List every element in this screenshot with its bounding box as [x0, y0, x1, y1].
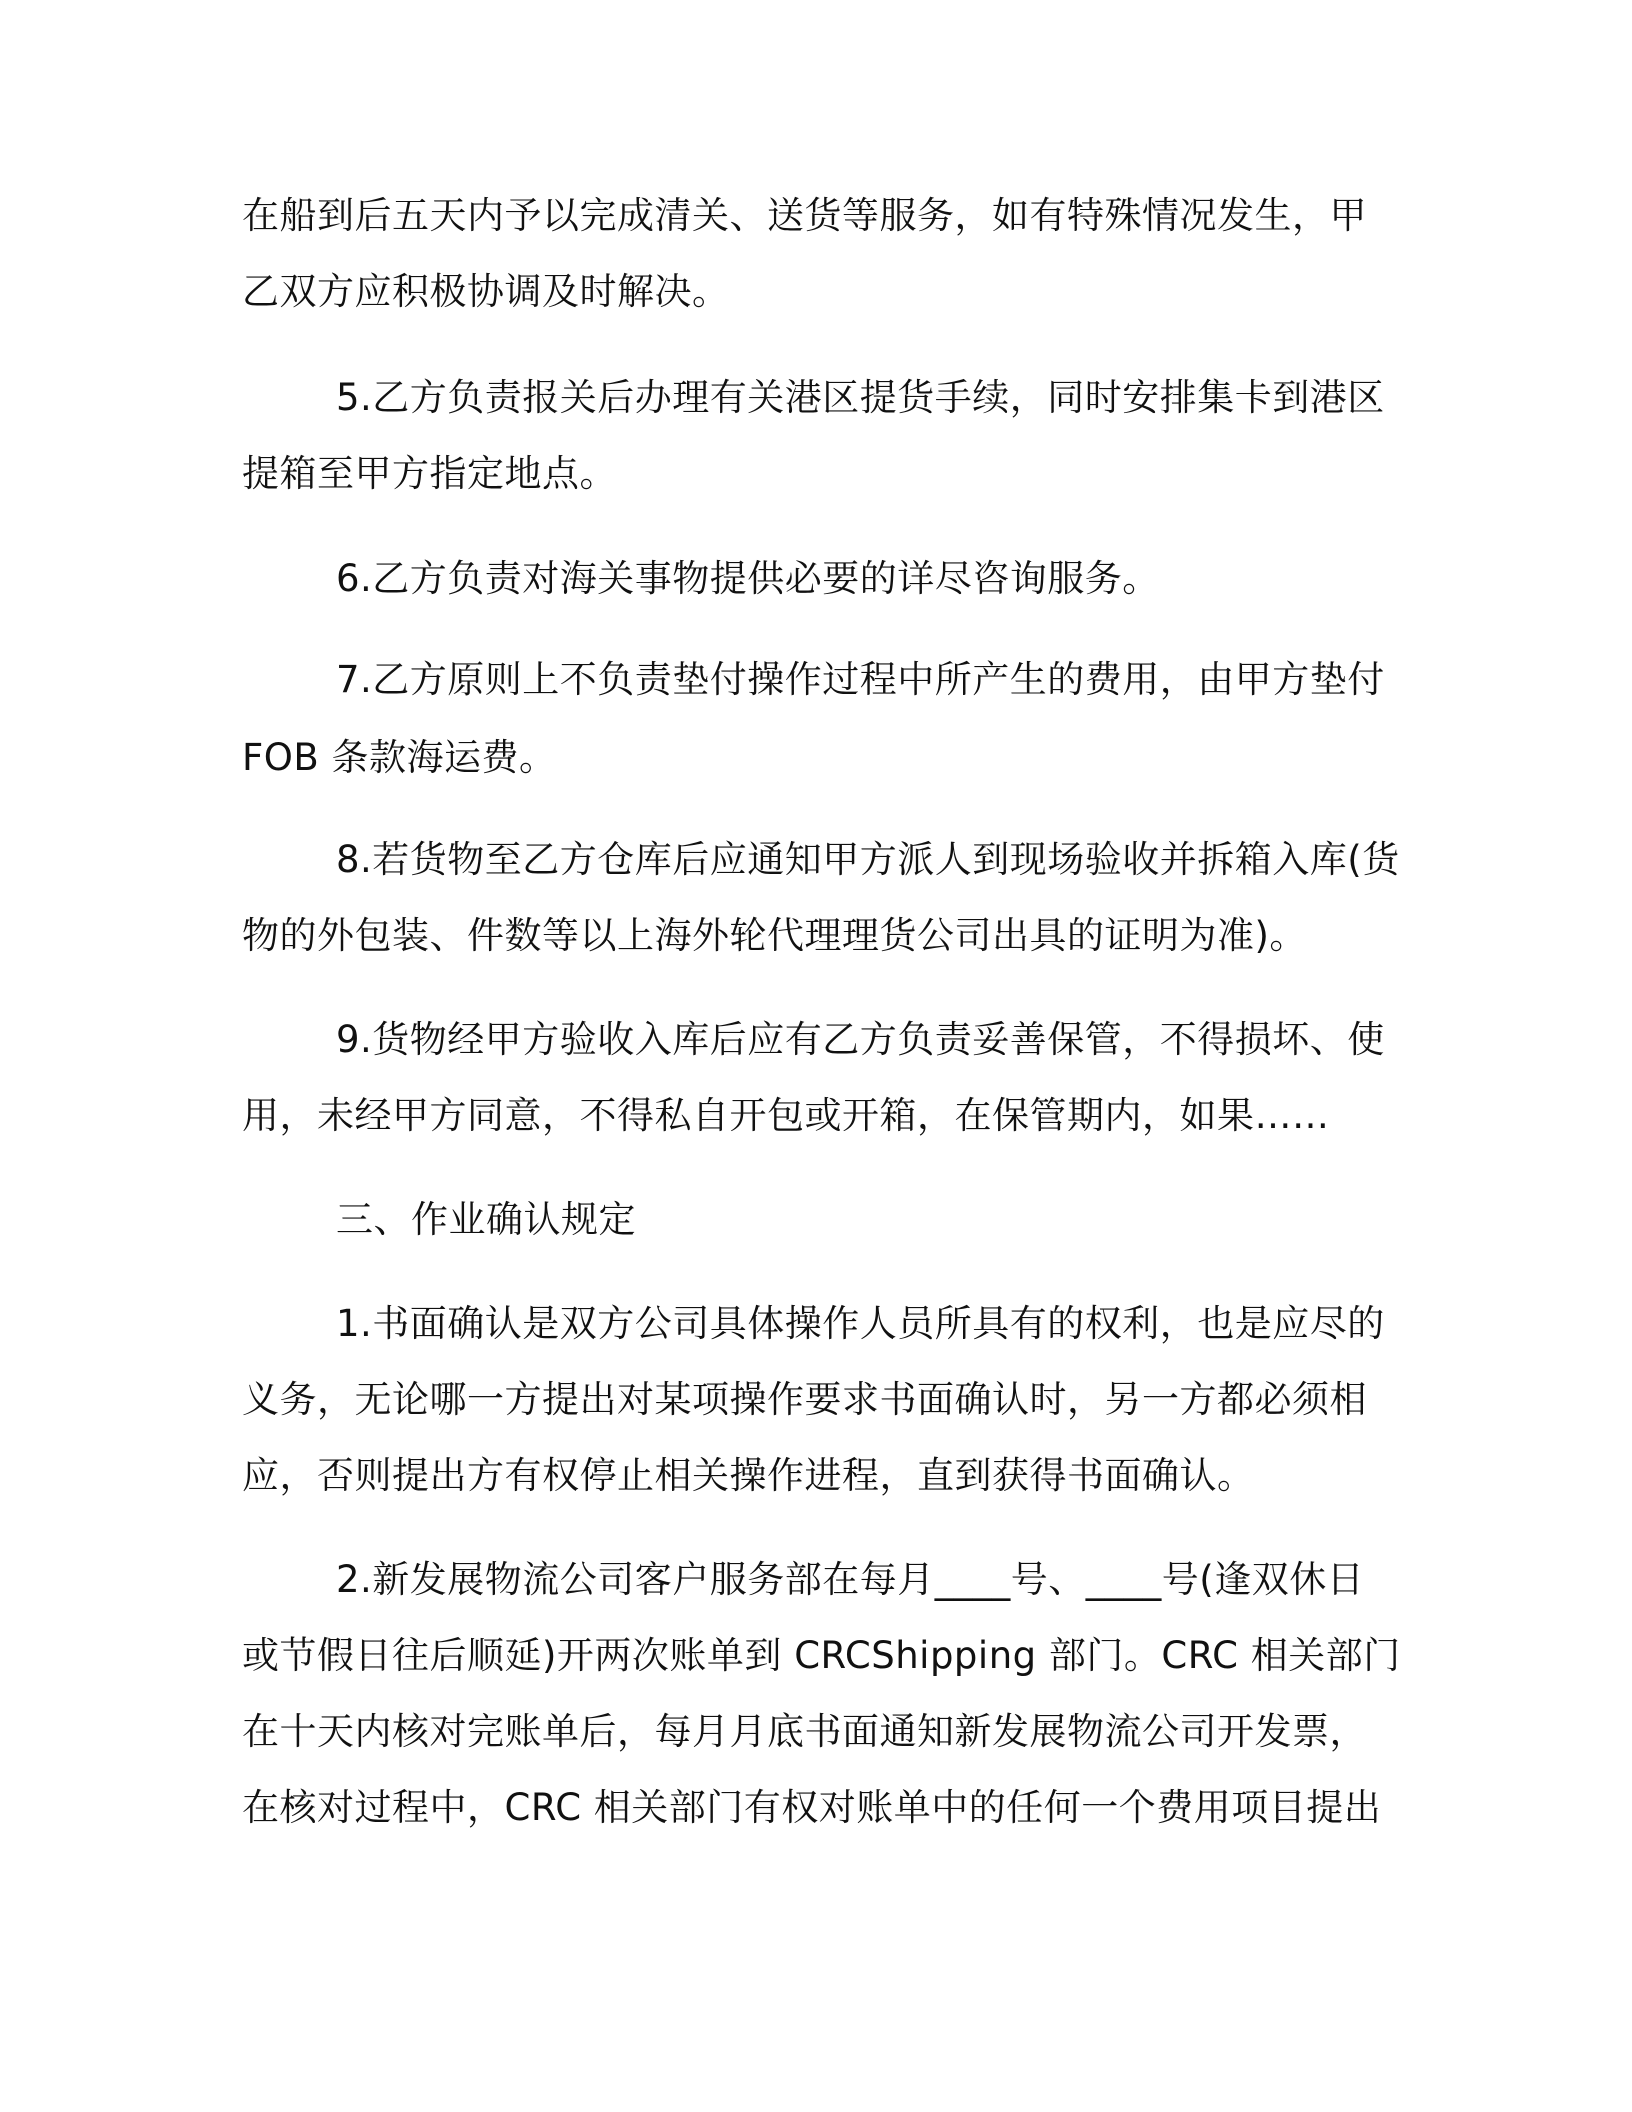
text-line: 应，否则提出方有权停止相关操作进程，直到获得书面确认。: [242, 1454, 1255, 1497]
text-line: 义务，无论哪一方提出对某项操作要求书面确认时，另一方都必须相: [242, 1378, 1367, 1421]
text-line: 提箱至甲方指定地点。: [242, 452, 617, 495]
text-line: 在十天内核对完账单后，每月月底书面通知新发展物流公司开发票，: [242, 1710, 1367, 1753]
clause-6: 6.乙方负责对海关事物提供必要的详尽咨询服务。: [336, 557, 1160, 600]
clause-5: 5.乙方负责报关后办理有关港区提货手续，同时安排集卡到港区: [336, 376, 1385, 419]
text-line: FOB 条款海运费。: [242, 736, 557, 779]
section3-clause-1: 1.书面确认是双方公司具体操作人员所具有的权利，也是应尽的: [336, 1302, 1385, 1345]
section-heading: 三、作业确认规定: [336, 1198, 636, 1241]
text-line: 乙双方应积极协调及时解决。: [242, 270, 730, 313]
clause-7: 7.乙方原则上不负责垫付操作过程中所产生的费用，由甲方垫付: [336, 658, 1385, 701]
text-line: 用，未经甲方同意，不得私自开包或开箱，在保管期内，如果……: [242, 1094, 1330, 1137]
text-line: 在核对过程中，CRC 相关部门有权对账单中的任何一个费用项目提出: [242, 1786, 1382, 1829]
text-line: 或节假日往后顺延)开两次账单到 CRCShipping 部门。CRC 相关部门: [242, 1634, 1401, 1677]
clause-9: 9.货物经甲方验收入库后应有乙方负责妥善保管，不得损坏、使: [336, 1018, 1385, 1061]
section3-clause-2: 2.新发展物流公司客户服务部在每月____号、____号(逢双休日: [336, 1558, 1365, 1601]
text-line: 物的外包装、件数等以上海外轮代理理货公司出具的证明为准)。: [242, 914, 1307, 957]
clause-8: 8.若货物至乙方仓库后应通知甲方派人到现场验收并拆箱入库(货: [336, 838, 1400, 881]
text-line: 在船到后五天内予以完成清关、送货等服务，如有特殊情况发生，甲: [242, 194, 1367, 237]
